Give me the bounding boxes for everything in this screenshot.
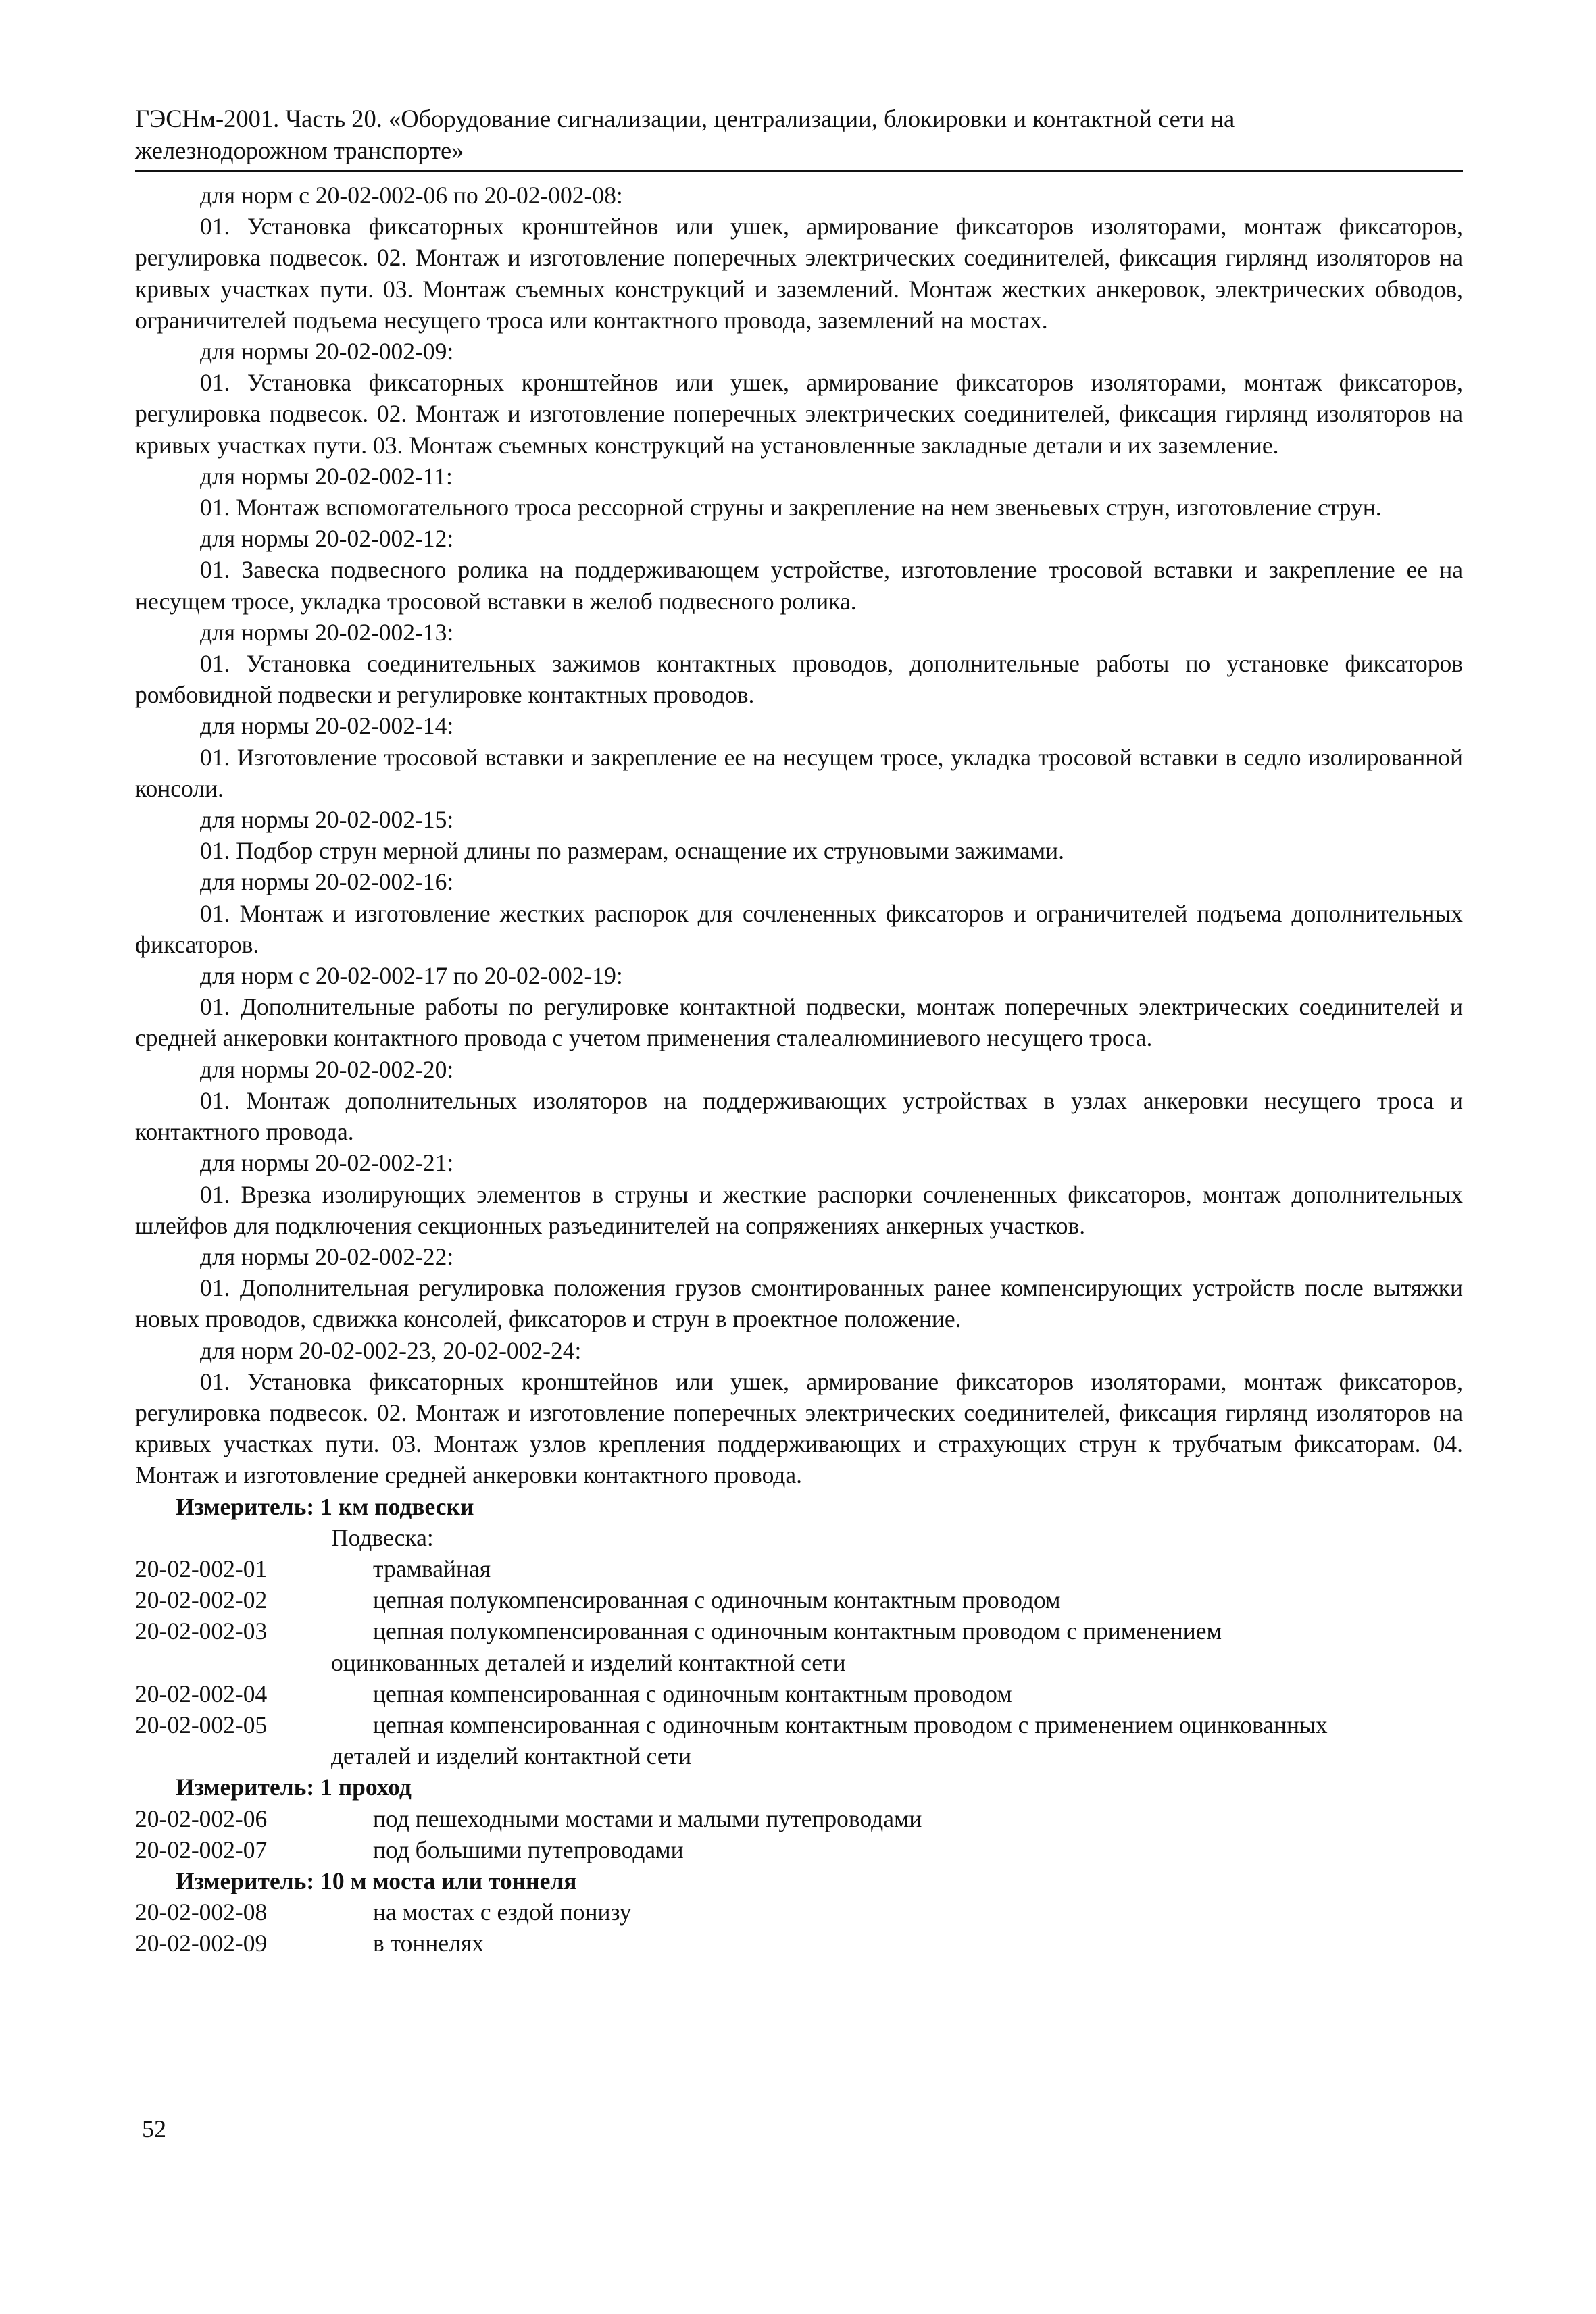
- norm-code: 20-02-002-07: [135, 1836, 268, 1863]
- table-row: [135, 1834, 1463, 1865]
- norm-lead: для норм с 20-02-002-06 по 20-02-002-08:: [200, 182, 623, 209]
- page-number: 52: [142, 2115, 166, 2142]
- table-row: [135, 1928, 1463, 1959]
- norm-text: 01. Подбор струн мерной длины по размерам, оснащение их струновыми зажимами.: [200, 837, 1064, 865]
- measure-title: Измеритель: 1 км подвески: [176, 1492, 474, 1520]
- header-line-2: железнодорожном транспорте»: [135, 136, 464, 164]
- table-row: [135, 1896, 1463, 1928]
- measure-subtitle: Подвеска:: [331, 1524, 434, 1551]
- norm-lead: для нормы 20-02-002-11:: [200, 462, 453, 490]
- norm-text: 01. Монтаж и изготовление жестких распорок для сочлененных фиксаторов и ограничителей подъема дополнительных фиксаторов.: [135, 899, 1463, 958]
- norm-code: 20-02-002-06: [135, 1805, 268, 1832]
- document-page: [135, 103, 1463, 1959]
- norm-text: 01. Установка фиксаторных кронштейнов или ушек, армирование фиксаторов изоляторами, монтаж фиксаторов, регулировка подвесок. 02. Монтаж и изготовление поперечных электрических соединителей, фиксация гирлянд изоляторов на кривых участках пути. 03. Монтаж узлов крепления поддерживающих и страхующих струн к трубчатым фиксаторам. 04. Монтаж и изготовление средней анкеровки контактного провода.: [135, 1367, 1463, 1489]
- table-row: [135, 1615, 1463, 1646]
- norm-text: 01. Дополнительные работы по регулировке контактной подвески, монтаж поперечных электрических соединителей и средней анкеровки контактного провода с учетом применения сталеалюминиевого несущего троса.: [135, 993, 1463, 1052]
- norm-sections: [135, 180, 1463, 1491]
- table-row: [135, 1584, 1463, 1615]
- norm-description: цепная компенсированная с одиночным контактным проводом: [373, 1680, 1012, 1707]
- norm-lead: для нормы 20-02-002-12:: [200, 525, 454, 553]
- norm-lead: для норм с 20-02-002-17 по 20-02-002-19:: [200, 962, 623, 990]
- measure-title: Измеритель: 10 м моста или тоннеля: [176, 1867, 577, 1894]
- measure-tables: [135, 1491, 1463, 1959]
- norm-description: в тоннелях: [373, 1930, 484, 1957]
- norm-lead: для нормы 20-02-002-20:: [200, 1055, 454, 1083]
- norm-code: 20-02-002-04: [135, 1680, 268, 1707]
- norm-text: 01. Изготовление тросовой вставки и закрепление ее на несущем тросе, укладка тросовой вставки в седло изолированной консоли.: [135, 743, 1463, 802]
- norm-lead: для нормы 20-02-002-21:: [200, 1149, 454, 1177]
- norm-lead: для нормы 20-02-002-13:: [200, 618, 454, 646]
- table-row: [135, 1709, 1463, 1740]
- norm-text: 01. Монтаж вспомогательного троса рессорной струны и закрепление на нем звеньевых струн, изготовление струн.: [200, 494, 1382, 522]
- norm-code: 20-02-002-08: [135, 1898, 268, 1926]
- norm-code: 20-02-002-03: [135, 1617, 268, 1645]
- norm-description-continued: оцинкованных деталей и изделий контактной сети: [331, 1649, 846, 1676]
- table-row: [135, 1553, 1463, 1584]
- norm-code: 20-02-002-02: [135, 1586, 268, 1614]
- running-header: [135, 103, 1463, 172]
- norm-text: 01. Врезка изолирующих элементов в струны и жесткие распорки сочлененных фиксаторов, монтаж дополнительных шлейфов для подключения секционных разъединителей на сопряжениях анкерных участков.: [135, 1180, 1463, 1239]
- norm-description: цепная полукомпенсированная с одиночным контактным проводом: [373, 1586, 1061, 1614]
- norm-description: цепная компенсированная с одиночным контактным проводом с применением оцинкованных: [373, 1711, 1328, 1738]
- norm-lead: для норм 20-02-002-23, 20-02-002-24:: [200, 1336, 582, 1364]
- norm-code: 20-02-002-05: [135, 1711, 268, 1738]
- norm-text: 01. Установка соединительных зажимов контактных проводов, дополнительные работы по установке фиксаторов ромбовидной подвески и регулировке контактных проводов.: [135, 650, 1463, 709]
- norm-code: 20-02-002-01: [135, 1555, 268, 1582]
- norm-description: под пешеходными мостами и малыми путепроводами: [373, 1805, 922, 1832]
- measure-title: Измеритель: 1 проход: [176, 1774, 412, 1801]
- norm-lead: для нормы 20-02-002-15:: [200, 806, 454, 834]
- norm-text: 01. Монтаж дополнительных изоляторов на поддерживающих устройствах в узлах анкеровки несущего троса и контактного провода.: [135, 1086, 1463, 1146]
- norm-lead: для нормы 20-02-002-14:: [200, 712, 454, 740]
- norm-lead: для нормы 20-02-002-09:: [200, 338, 454, 366]
- norm-description: на мостах с ездой понизу: [373, 1898, 632, 1926]
- norm-description: трамвайная: [373, 1555, 491, 1582]
- table-row: [135, 1678, 1463, 1709]
- norm-text: 01. Установка фиксаторных кронштейнов или ушек, армирование фиксаторов изоляторами, монтаж фиксаторов, регулировка подвесок. 02. Монтаж и изготовление поперечных электрических соединителей, фиксация гирлянд изоляторов на кривых участках пути. 03. Монтаж съемных конструкций на установленные закладные детали и их заземление.: [135, 369, 1463, 459]
- norm-text: 01. Завеска подвесного ролика на поддерживающем устройстве, изготовление тросовой вставки и закрепление ее на несущем тросе, укладка тросовой вставки в желоб подвесного ролика.: [135, 556, 1463, 615]
- norm-description: цепная полукомпенсированная с одиночным контактным проводом с применением: [373, 1617, 1222, 1645]
- norm-code: 20-02-002-09: [135, 1930, 268, 1957]
- norm-lead: для нормы 20-02-002-16:: [200, 868, 454, 896]
- norm-description: под большими путепроводами: [373, 1836, 684, 1863]
- norm-text: 01. Дополнительная регулировка положения грузов смонтированных ранее компенсирующих устройств после вытяжки новых проводов, сдвижка консолей, фиксаторов и струн в проектное положение.: [135, 1274, 1463, 1333]
- norm-lead: для нормы 20-02-002-22:: [200, 1242, 454, 1270]
- norm-description-continued: деталей и изделий контактной сети: [331, 1742, 692, 1770]
- header-line-1: ГЭСНм-2001. Часть 20. «Оборудование сигнализации, централизации, блокировки и контактной сети на: [135, 105, 1235, 132]
- norm-text: 01. Установка фиксаторных кронштейнов или ушек, армирование фиксаторов изоляторами, монтаж фиксаторов, регулировка подвесок. 02. Монтаж и изготовление поперечных электрических соединителей, фиксация гирлянд изоляторов на кривых участках пути. 03. Монтаж съемных конструкций и заземлений. Монтаж жестких анкеровок, электрических обводов, ограничителей подъема несущего троса или контактного провода, заземлений на мостах.: [135, 213, 1463, 334]
- table-row: [135, 1803, 1463, 1834]
